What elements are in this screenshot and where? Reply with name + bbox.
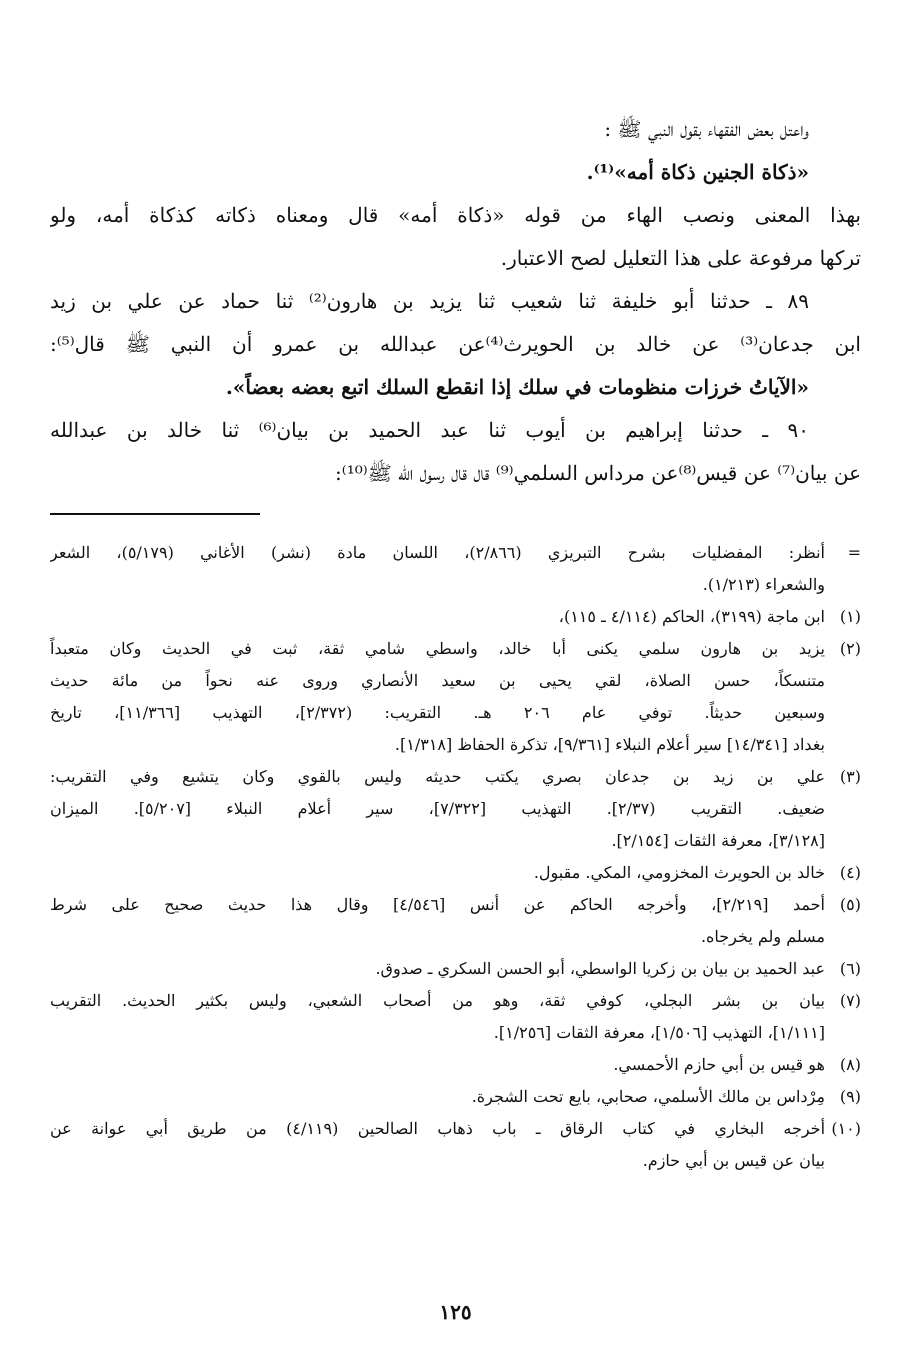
- footnote-line: أحمد [٢/٢١٩]، وأخرجه الحاكم عن أنس [٤/٥٤٦] وقال هذا حديث صحيح على شرط: [50, 895, 825, 914]
- hadith-89-isnad: ابن جدعان⁽³⁾ عن خالد بن الحويرث⁽⁴⁾عن عبدالله بن عمرو أن النبي ﷺ قال⁽⁵⁾:: [50, 332, 861, 356]
- footnote-line: مِرْداس بن مالك الأسلمي، صحابي، بايع تحت الشجرة.: [471, 1087, 825, 1106]
- footnote-separator: [50, 513, 260, 515]
- footnote-10: [50, 1113, 861, 1177]
- footnote-marker: (١): [839, 607, 861, 626]
- footnote-line: ضعيف. التقريب (٢/٣٧]. التهذيب [٧/٣٢٢]، سير أعلام النبلاء [٥/٢٠٧]. الميزان: [50, 799, 825, 818]
- footnote-2: [50, 633, 861, 761]
- footnote-line: أخرجه البخاري في كتاب الرقاق ـ باب ذهاب الصالحين (٤/١١٩) من طريق أبي عوانة عن: [50, 1119, 825, 1138]
- footnote-1: [50, 601, 861, 633]
- footnote-continued: [50, 537, 861, 601]
- footnote-line: [٣/١٢٨]، معرفة الثقات [٢/١٥٤].: [611, 831, 825, 850]
- footnote-line: بيان عن قيس بن أبي حازم.: [642, 1151, 825, 1170]
- hadith-89-isnad: ٨٩ ـ حدثنا أبو خليفة ثنا شعيب ثنا يزيد بن هارون⁽²⁾ ثنا حماد عن علي بن زيد: [50, 289, 809, 313]
- footnote-marker: (٩): [839, 1087, 861, 1106]
- main-line: تركها مرفوعة على هذا التعليل لصح الاعتبار.: [500, 246, 861, 270]
- footnote-line: والشعراء (١/٢١٣).: [702, 575, 825, 594]
- footnote-marker: (٦): [839, 959, 861, 978]
- page-number: ١٢٥: [439, 1300, 472, 1324]
- footnote-marker: (٤): [839, 863, 861, 882]
- footnote-line: أنظر: المفضليات بشرح التبريزي (٢/٨٦٦)، اللسان مادة (نشر) الأغاني (٥/١٧٩)، الشعر: [50, 543, 825, 562]
- footnote-9: [50, 1081, 861, 1113]
- footnote-line: بغداد [١٤/٣٤١] سير أعلام النبلاء [٩/٣٦١]، تذكرة الحفاظ [١/٣١٨].: [394, 735, 825, 754]
- footnote-line: بيان بن بشر البجلي، كوفي ثقة، وهو من أصحاب الشعبي، وليس بكثير الحديث. التقريب: [50, 991, 825, 1010]
- footnote-marker: (١٠): [831, 1119, 861, 1138]
- footnotes: [50, 537, 861, 1177]
- footnote-5: [50, 889, 861, 953]
- footnote-line: يزيد بن هارون سلمي يكنى أبا خالد، واسطي شامي ثقة، ثبت في الحديث وكان متعبداً: [50, 639, 825, 658]
- footnote-line: وسبعين حديثاً. توفي عام ٢٠٦ هـ. التقريب: (٢/٣٧٢]، التهذيب [١١/٣٦٦]، تاريخ: [50, 703, 825, 722]
- footnote-line: مسلم ولم يخرجاه.: [700, 927, 825, 946]
- hadith-90-isnad: ٩٠ ـ حدثنا إبراهيم بن أيوب ثنا عبد الحميد بن بيان⁽⁶⁾ ثنا خالد بن عبدالله: [50, 418, 809, 442]
- main-line: واعتل بعض الفقهاء بقول النبي ﷺ :: [604, 117, 809, 141]
- footnote-3: [50, 761, 861, 857]
- footnote-marker: =: [847, 543, 861, 562]
- main-line: بهذا المعنى ونصب الهاء من قوله «ذكاة أمه» قال ومعناه ذكاته كذكاة أمه، ولو: [50, 203, 861, 227]
- footnote-line: متنسكاً، حسن الصلاة، لقي يحيى بن سعيد الأنصاري وروى عنه نحواً من مائة حديث: [50, 671, 825, 690]
- footnote-line: عبد الحميد بن بيان بن زكريا الواسطي، أبو الحسن السكري ـ صدوق.: [375, 959, 825, 978]
- footnote-7: [50, 985, 861, 1049]
- footnote-marker: (٣): [839, 767, 861, 786]
- main-text: [50, 108, 861, 495]
- hadith-quote: «الآياتُ خرزات منظومات في سلك إذا انقطع السلك اتبع بعضه بعضاً».: [225, 375, 809, 399]
- footnote-marker: (٨): [839, 1055, 861, 1074]
- footnote-line: خالد بن الحويرث المخزومي، المكي. مقبول.: [533, 863, 825, 882]
- footnote-line: علي بن زيد بن جدعان بصري يكتب حديثه وليس بالقوي وكان يتشيع وفي التقريب:: [50, 767, 825, 786]
- footnote-line: [١/١١١]، التهذيب [١/٥٠٦]، معرفة الثقات [١/٢٥٦].: [493, 1023, 825, 1042]
- footnote-line: هو قيس بن أبي حازم الأحمسي.: [613, 1055, 825, 1074]
- footnote-marker: (٧): [839, 991, 861, 1010]
- footnote-8: [50, 1049, 861, 1081]
- footnote-4: [50, 857, 861, 889]
- footnote-marker: (٥): [839, 895, 861, 914]
- hadith-90-isnad: عن بيان⁽⁷⁾ عن قيس⁽⁸⁾عن مرداس السلمي⁽⁹⁾ قال قال رسول الله ﷺ⁽¹⁰⁾:: [335, 461, 861, 485]
- hadith-quote: «ذكاة الجنين ذكاة أمه»⁽¹⁾.: [586, 160, 809, 184]
- footnote-marker: (٢): [839, 639, 861, 658]
- footnote-line: ابن ماجة (٣١٩٩)، الحاكم (٤/١١٤ ـ ١١٥)،: [558, 607, 825, 626]
- footnote-6: [50, 953, 861, 985]
